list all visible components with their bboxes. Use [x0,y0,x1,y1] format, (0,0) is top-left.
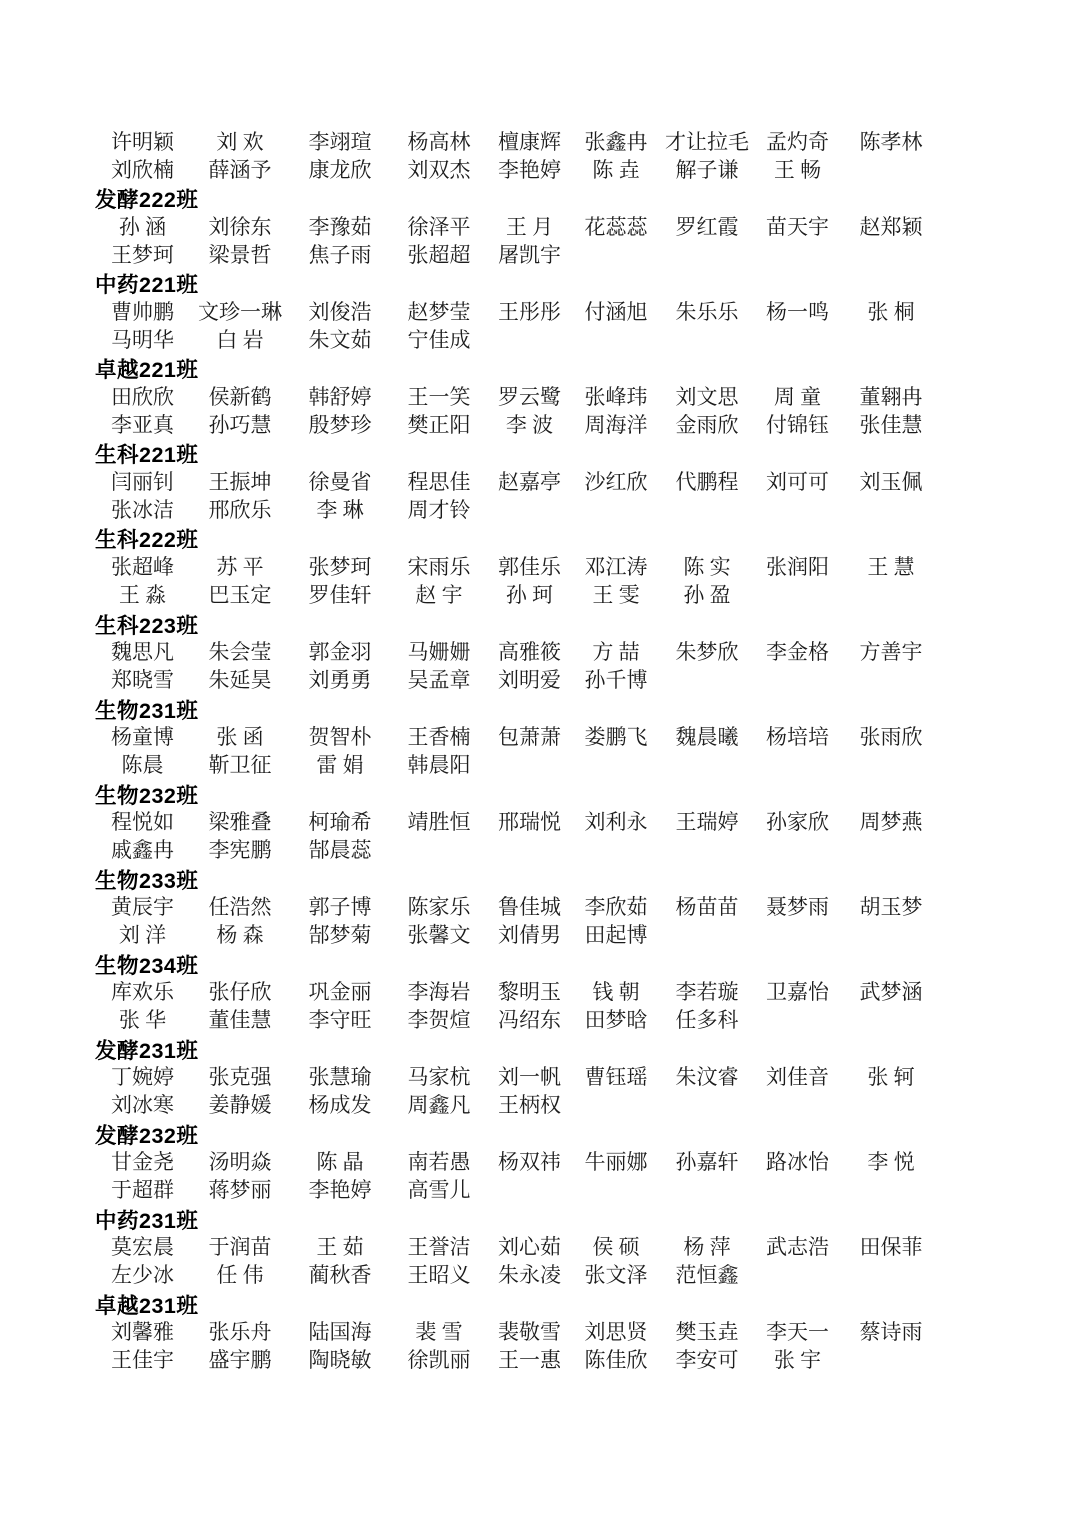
student-name: 张佳慧 [859,413,923,438]
student-name: 刘可可 [766,469,829,494]
student-name: 娄鹏飞 [584,724,648,749]
student-name: 王香楠 [407,724,471,749]
student-name: 张鑫冉 [584,129,648,154]
student-name: 赵郑颖 [859,214,923,239]
student-name: 刘徐东 [208,214,272,239]
student-name: 张 轲 [867,1065,915,1090]
student-name-row [95,752,940,780]
student-name: 钱 朝 [592,979,640,1004]
student-name: 张超峰 [111,554,174,579]
student-name: 张文泽 [584,1263,648,1288]
student-name: 郜梦菊 [308,923,372,948]
student-name: 靖胜恒 [407,809,471,834]
student-name-row [95,1233,940,1261]
student-name: 魏思凡 [111,639,174,664]
student-name: 周 童 [773,384,822,409]
student-name: 汤明焱 [208,1150,272,1175]
student-name: 李若璇 [675,979,739,1004]
student-name: 刘思贤 [584,1320,648,1345]
student-name: 陈孝林 [859,129,923,154]
student-name: 刘冰寒 [111,1093,174,1118]
student-name: 朱延昊 [208,668,272,693]
student-name: 梁景哲 [208,243,272,268]
student-name: 杨双祎 [498,1150,561,1175]
student-name: 邓江涛 [584,554,648,579]
student-name: 韩舒婷 [308,384,372,409]
student-name: 苗天宇 [766,214,829,239]
student-name: 韩晨阳 [407,753,471,778]
student-name: 徐曼省 [308,469,372,494]
student-name: 张冰洁 [111,498,174,523]
student-name: 徐凯丽 [407,1348,471,1373]
class-header: 中药221班 [95,273,199,298]
student-name: 王彤彤 [498,299,561,324]
student-name: 王一笑 [407,384,471,409]
student-name: 张仔欣 [208,979,272,1004]
student-name: 文珍一琳 [198,299,282,324]
student-name: 丁婉婷 [111,1065,174,1090]
student-name: 杨 萍 [683,1235,731,1260]
student-name-row [95,411,940,439]
student-name: 张润阳 [766,554,829,579]
student-name-row [95,156,940,184]
student-name: 靳卫征 [208,753,272,778]
student-name: 南若愚 [407,1150,471,1175]
student-name: 李亚真 [111,413,174,438]
student-name-row [95,922,940,950]
student-name-row [95,326,940,354]
student-name-row [95,496,940,524]
student-name: 赵嘉亭 [498,469,561,494]
student-name: 李宪鹏 [208,838,272,863]
student-name: 陈 实 [683,554,731,579]
student-name: 李豫茹 [308,214,372,239]
student-name: 解子谦 [675,158,739,183]
student-name: 马家杭 [407,1065,471,1090]
student-name: 姜静媛 [208,1093,272,1118]
student-name: 陈晨 [121,753,164,778]
student-name: 邢欣乐 [208,498,272,523]
student-name: 陈家乐 [407,894,471,919]
student-name: 高雪儿 [407,1178,471,1203]
student-name: 李翊瑄 [308,129,372,154]
student-name-row [95,298,940,326]
student-name: 李天一 [766,1320,829,1345]
student-name-row [95,1262,940,1290]
student-name: 侯 硕 [592,1235,640,1260]
class-header: 发酵222班 [95,188,199,213]
student-name: 赵 宇 [415,583,463,608]
student-name: 邢瑞悦 [498,809,561,834]
student-name: 田起博 [584,923,648,948]
student-name: 罗云鹭 [498,384,561,409]
student-name-row [95,1063,940,1091]
student-name-row [95,808,940,836]
student-name-row [95,213,940,241]
student-name: 于润苗 [208,1235,272,1260]
student-name: 张峰玮 [584,384,648,409]
student-name: 王一惠 [498,1348,561,1373]
student-name-row [95,667,940,695]
student-name: 马明华 [111,328,174,353]
class-header: 生科222班 [95,528,199,553]
student-name: 包萧萧 [498,724,561,749]
student-name: 朱乐乐 [675,299,739,324]
student-name: 杨培培 [766,724,829,749]
student-name: 陈 垚 [592,158,640,183]
student-name: 刘双杰 [407,158,471,183]
student-name: 蔺秋香 [308,1263,372,1288]
student-name: 孙 盈 [683,583,731,608]
student-name-row [95,1177,940,1205]
student-name: 赵梦莹 [407,299,471,324]
student-name: 任多科 [675,1008,739,1033]
student-name: 周海洋 [584,413,648,438]
student-name: 杨 森 [216,923,264,948]
student-name: 王柄权 [498,1093,561,1118]
student-name-row [95,582,940,610]
student-name: 李金格 [766,639,829,664]
student-name: 侯新鹤 [208,384,272,409]
class-header: 中药231班 [95,1208,199,1233]
student-name: 孙嘉轩 [675,1150,739,1175]
student-name: 孙 珂 [505,583,554,608]
student-name: 宋雨乐 [407,554,471,579]
student-name: 张克强 [208,1065,272,1090]
student-name: 任 伟 [216,1263,264,1288]
student-name: 冯绍东 [498,1008,561,1033]
student-name: 张梦珂 [308,554,372,579]
student-name: 卫嘉怡 [766,979,829,1004]
student-name: 方善宇 [859,639,923,664]
student-name: 王 雯 [592,583,640,608]
student-name: 蒋梦丽 [208,1178,272,1203]
student-name: 李海岩 [407,979,471,1004]
student-name: 徐泽平 [407,214,471,239]
student-name: 刘利永 [584,809,648,834]
student-name: 朱汶睿 [675,1065,739,1090]
student-name-row [95,837,940,865]
student-name: 罗红霞 [675,214,739,239]
student-name: 张慧瑜 [308,1065,372,1090]
student-name: 鲁佳城 [498,894,561,919]
student-name: 许明颖 [111,129,174,154]
student-name: 罗佳轩 [308,583,372,608]
class-header: 生物233班 [95,868,199,893]
student-name: 巴玉定 [208,583,272,608]
class-header: 生科223班 [95,613,199,638]
student-name-row [95,638,940,666]
class-header: 卓越231班 [95,1293,199,1318]
student-name: 苏 平 [216,554,264,579]
student-name: 胡玉梦 [859,894,923,919]
student-name: 戚鑫冉 [111,838,174,863]
student-name: 于超群 [111,1178,174,1203]
student-name-row [95,1007,940,1035]
student-name: 刘倩男 [498,923,561,948]
student-name: 李 琳 [316,498,364,523]
student-name: 杨成发 [308,1093,372,1118]
student-name: 花蕊蕊 [584,214,648,239]
class-header: 生科221班 [95,443,199,468]
student-name: 程思佳 [407,469,471,494]
student-name: 孙巧慧 [208,413,272,438]
student-name: 郭佳乐 [498,554,561,579]
student-name: 裴敬雪 [498,1320,561,1345]
student-name: 盛宇鹏 [208,1348,272,1373]
student-name: 杨高林 [407,129,471,154]
student-name: 刘心茹 [498,1235,561,1260]
student-name: 李安可 [675,1348,739,1373]
class-roster [95,128,940,1375]
student-name: 武梦涵 [859,979,923,1004]
student-name: 李守旺 [308,1008,372,1033]
student-name: 吴孟章 [407,668,471,693]
student-name: 李艳婷 [498,158,561,183]
student-name-row [95,1318,940,1346]
student-name-row [95,1347,940,1375]
student-name: 朱永凌 [498,1263,561,1288]
student-name: 曹帅鹏 [111,299,174,324]
student-name: 张馨文 [407,923,471,948]
student-name: 朱梦欣 [675,639,739,664]
student-name: 杨一鸣 [766,299,829,324]
student-name: 任浩然 [208,894,272,919]
student-name: 张乐舟 [208,1320,272,1345]
student-name: 檀康辉 [498,129,561,154]
student-name-row [95,553,940,581]
student-name: 张 桐 [867,299,915,324]
student-name-row [95,893,940,921]
student-name: 郑晓雪 [111,668,174,693]
student-name: 马姗姗 [407,639,471,664]
student-name: 王 月 [505,214,554,239]
student-name: 田梦晗 [584,1008,648,1033]
student-name: 董翱冉 [859,384,923,409]
student-name: 王梦珂 [111,243,174,268]
student-name: 王誉洁 [407,1235,471,1260]
student-name: 刘文思 [675,384,739,409]
student-name: 朱文茹 [308,328,372,353]
student-name: 殷梦珍 [308,413,372,438]
student-name: 田保菲 [859,1235,923,1260]
student-name: 闫丽钊 [111,469,174,494]
student-name: 库欢乐 [111,979,174,1004]
student-name-row [95,128,940,156]
student-name: 贺智朴 [308,724,372,749]
student-name: 陶晓敏 [308,1348,372,1373]
class-header: 生物234班 [95,953,199,978]
student-name: 程悦如 [111,809,174,834]
class-header: 卓越221班 [95,358,199,383]
student-name: 张超超 [407,243,471,268]
student-name: 刘 洋 [118,923,167,948]
student-name: 李欣茹 [584,894,648,919]
student-name: 李 波 [505,413,554,438]
student-name: 樊正阳 [407,413,471,438]
class-header: 发酵231班 [95,1038,199,1063]
student-name: 孙家欣 [766,809,829,834]
student-name: 杨苗苗 [675,894,739,919]
student-name: 张雨欣 [859,724,923,749]
student-name: 柯瑜希 [308,809,372,834]
student-name: 王瑞婷 [675,809,739,834]
student-name: 曹钰瑶 [584,1065,648,1090]
student-name: 黄辰宇 [111,894,174,919]
student-name: 刘佳音 [766,1065,829,1090]
class-header: 生物231班 [95,698,199,723]
student-name: 董佳慧 [208,1008,272,1033]
student-name-row [95,1092,940,1120]
student-name: 路冰怡 [766,1150,829,1175]
student-name: 甘金尧 [111,1150,174,1175]
student-name: 王 茹 [316,1235,364,1260]
student-name: 武志浩 [766,1235,829,1260]
student-name: 田欣欣 [111,384,174,409]
student-name: 代鹏程 [675,469,739,494]
student-name: 白 岩 [216,328,264,353]
student-name: 康龙欣 [308,158,372,183]
student-name: 刘明爱 [498,668,561,693]
student-name: 张 函 [216,724,264,749]
student-name: 付涵旭 [584,299,648,324]
student-name: 郜晨蕊 [308,838,372,863]
student-name: 刘勇勇 [308,668,372,693]
student-name: 刘俊浩 [308,299,372,324]
student-name-row [95,468,940,496]
student-name: 王振坤 [208,469,272,494]
student-name: 高雅筱 [498,639,561,664]
student-name: 巩金丽 [308,979,372,1004]
class-header: 发酵232班 [95,1123,199,1148]
student-name: 薛涵予 [208,158,272,183]
student-name: 范恒鑫 [675,1263,739,1288]
student-name: 郭金羽 [308,639,372,664]
student-name: 王佳宇 [111,1348,174,1373]
student-name: 孙千博 [584,668,648,693]
student-name: 王 畅 [773,158,822,183]
student-name: 雷 娟 [316,753,364,778]
student-name: 牛丽娜 [584,1150,648,1175]
student-name: 刘一帆 [498,1065,561,1090]
student-name: 莫宏晨 [111,1235,174,1260]
student-name: 屠凯宇 [498,243,561,268]
student-name: 王 慧 [867,554,915,579]
student-name: 沙红欣 [584,469,648,494]
student-name: 孟灼奇 [766,129,829,154]
student-name: 陈 晶 [316,1150,364,1175]
student-name: 周鑫凡 [407,1093,471,1118]
student-name: 黎明玉 [498,979,561,1004]
student-name: 付锦钰 [766,413,829,438]
student-name: 樊玉垚 [675,1320,739,1345]
student-name: 金雨欣 [675,413,739,438]
student-name: 周才铃 [407,498,471,523]
student-name: 陆国海 [308,1320,372,1345]
student-name: 刘欣楠 [111,158,174,183]
student-name: 才让拉毛 [665,129,749,154]
student-name: 方 喆 [592,639,640,664]
student-name-row [95,241,940,269]
student-name: 郭子博 [308,894,372,919]
student-name: 左少冰 [111,1263,174,1288]
student-name: 孙 涵 [118,214,167,239]
student-name: 陈佳欣 [584,1348,648,1373]
student-name-row [95,723,940,751]
student-name: 王昭义 [407,1263,471,1288]
student-name: 聂梦雨 [766,894,829,919]
student-name: 李艳婷 [308,1178,372,1203]
student-name: 梁雅叠 [208,809,272,834]
student-name: 王 淼 [118,583,167,608]
student-name: 朱会莹 [208,639,272,664]
student-name-row [95,1148,940,1176]
student-name: 宁佳成 [407,328,471,353]
student-name-row [95,383,940,411]
student-name: 蔡诗雨 [859,1320,923,1345]
student-name: 刘 欢 [216,129,264,154]
student-name-row [95,978,940,1006]
student-name: 李 悦 [867,1150,915,1175]
student-name: 张 宇 [773,1348,822,1373]
student-name: 周梦燕 [859,809,923,834]
class-header: 生物232班 [95,783,199,808]
student-name: 魏晨曦 [675,724,739,749]
student-name: 刘馨雅 [111,1320,174,1345]
student-name: 刘玉佩 [859,469,923,494]
student-name: 裴 雪 [415,1320,463,1345]
student-name: 李贺煊 [407,1008,471,1033]
student-name: 杨童博 [111,724,174,749]
student-name: 张 华 [118,1008,167,1033]
student-name: 焦子雨 [308,243,372,268]
